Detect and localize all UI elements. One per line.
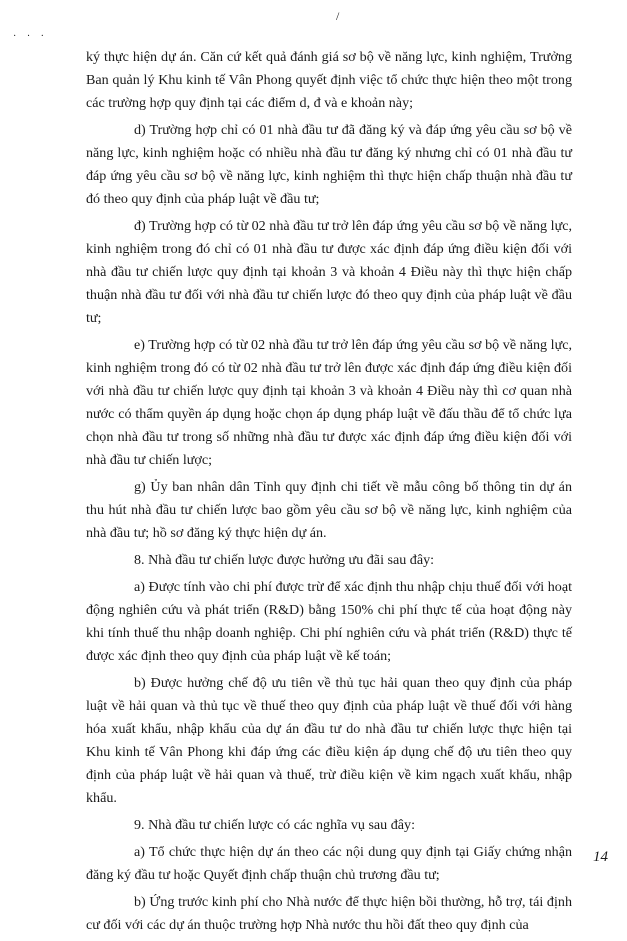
paragraph-section-8: 8. Nhà đầu tư chiến lược được hưởng ưu đãi sau đây: — [134, 552, 435, 568]
paragraph-section-9-b: b) Ứng trước kinh phí cho Nhà nước để thực hiện bồi thường, hỗ trợ, tái định cư đối với các dự án thuộc trường hợp Nhà nước thu hồi đất theo quy định của — [86, 894, 572, 933]
paragraph-section-9-a: a) Tổ chức thực hiện dự án theo các nội dung quy định tại Giấy chứng nhận đăng ký đầu tư hoặc Quyết định chấp thuận chủ trương đầu tư; — [86, 844, 572, 883]
paragraph-clause-dd: đ) Trường hợp có từ 02 nhà đầu tư trở lên đáp ứng yêu cầu sơ bộ về năng lực, kinh nghiệm trong đó chỉ có 01 nhà đầu tư được xác định đáp ứng điều kiện đối với nhà đầu tư chiến lược quy định tại khoản 3 và khoản 4 Điều này thì thực hiện chấp thuận nhà đầu tư đối với nhà đầu tư chiến lược đó theo quy định của pháp luật về đầu tư; — [86, 218, 572, 326]
top-mark: / — [336, 9, 340, 23]
page-number: 14 — [593, 849, 608, 865]
paragraph-clause-d: d) Trường hợp chỉ có 01 nhà đầu tư đã đăng ký và đáp ứng yêu cầu sơ bộ về năng lực, kinh nghiệm hoặc có nhiều nhà đầu tư đăng ký nhưng chỉ có 01 nhà đầu tư đáp ứng yêu cầu sơ bộ về năng lực, kinh nghiệm thì thực hiện chấp thuận nhà đầu tư đó theo quy định của pháp luật về đầu tư; — [86, 122, 572, 207]
paragraph-clause-e: e) Trường hợp có từ 02 nhà đầu tư trở lên đáp ứng yêu cầu sơ bộ về năng lực, kinh nghiệm trong đó có từ 02 nhà đầu tư trở lên được xác định đáp ứng điều kiện đối với nhà đầu tư chiến lược quy định tại khoản 3 và khoản 4 Điều này thì cơ quan nhà nước có thẩm quyền áp dụng hoặc chọn áp dụng pháp luật về đấu thầu để tổ chức lựa chọn nhà đầu tư trong số những nhà đầu tư được xác định đáp ứng điều kiện đối với nhà đầu tư chiến lược; — [86, 337, 572, 468]
corner-dots: · · · — [13, 31, 48, 42]
document-body — [86, 46, 572, 941]
paragraph-section-9: 9. Nhà đầu tư chiến lược có các nghĩa vụ sau đây: — [134, 817, 416, 833]
paragraph-section-8-b: b) Được hưởng chế độ ưu tiên về thủ tục hải quan theo quy định của pháp luật về hải quan và thủ tục về thuế theo quy định của pháp luật về thuế đối với hàng hóa xuất khẩu, nhập khẩu của dự án đầu tư do nhà đầu tư chiến lược thực hiện tại Khu kinh tế Vân Phong khi đáp ứng các điều kiện áp dụng chế độ ưu tiên theo quy định của pháp luật về hải quan và thuế, trừ điều kiện về kim ngạch xuất khẩu, nhập khẩu. — [86, 675, 572, 806]
paragraph-clause-g: g) Ủy ban nhân dân Tỉnh quy định chi tiết về mẫu công bố thông tin dự án thu hút nhà đầu tư chiến lược bao gồm yêu cầu sơ bộ về năng lực, kinh nghiệm của nhà đầu tư; hồ sơ đăng ký thực hiện dự án. — [86, 479, 572, 541]
paragraph-continuation: ký thực hiện dự án. Căn cứ kết quả đánh giá sơ bộ về năng lực, kinh nghiệm, Trưởng Ban quản lý Khu kinh tế Vân Phong quyết định việc tổ chức thực hiện theo một trong các trường hợp quy định tại các điểm d, đ và e khoản này; — [86, 49, 572, 111]
paragraph-section-8-a: a) Được tính vào chi phí được trừ để xác định thu nhập chịu thuế đối với hoạt động nghiên cứu và phát triển (R&D) bằng 150% chi phí thực tế của hoạt động này khi tính thuế thu nhập doanh nghiệp. Chi phí nghiên cứu và phát triển (R&D) thực tế được xác định theo quy định của pháp luật về kế toán; — [86, 579, 572, 664]
